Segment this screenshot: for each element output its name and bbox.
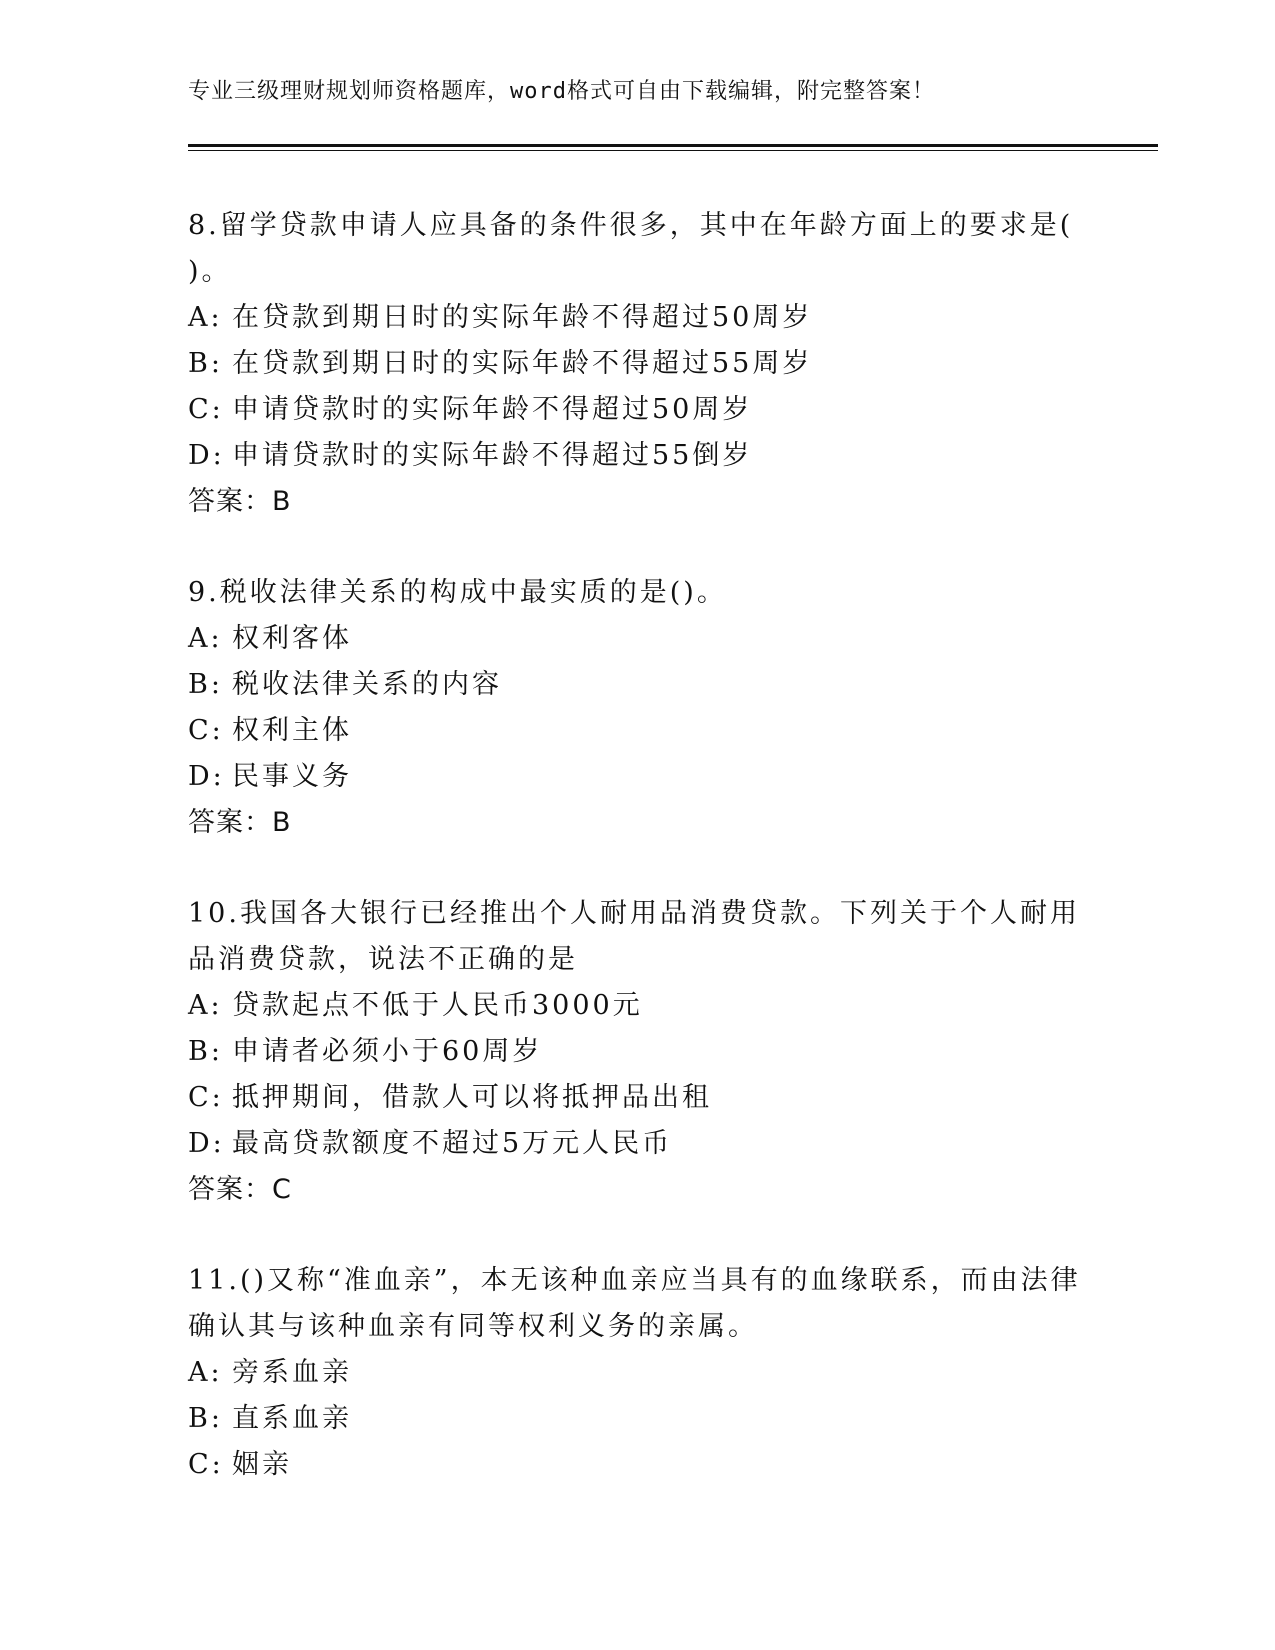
- option-text: 权利主体: [232, 715, 352, 746]
- option-letter: C:: [188, 394, 224, 425]
- question-8: [188, 203, 1088, 525]
- option-letter: C:: [188, 715, 224, 746]
- option-d: [188, 433, 1088, 479]
- option-letter: D:: [188, 440, 225, 471]
- option-c: [188, 708, 1088, 754]
- option-letter: B:: [188, 669, 223, 700]
- option-letter: A:: [188, 1357, 223, 1388]
- question-list: [188, 203, 1088, 1488]
- option-c: [188, 387, 1088, 433]
- option-text: 申请贷款时的实际年龄不得超过55倒岁: [232, 440, 753, 471]
- option-text: 最高贷款额度不超过5万元人民币: [232, 1128, 673, 1159]
- option-text: 旁系血亲: [232, 1357, 352, 1388]
- header-rule-thick: [188, 144, 1158, 147]
- header-rule-thin: [188, 150, 1158, 151]
- question-stem: 11.()又称“准血亲”，本无该种血亲应当具有的血缘联系，而由法律确认其与该种血亲有同等权利义务的亲属。: [188, 1265, 1081, 1342]
- option-c: [188, 1442, 1088, 1488]
- option-a: [188, 295, 1088, 341]
- option-c: [188, 1075, 1088, 1121]
- option-letter: A:: [188, 302, 223, 333]
- answer-label: 答案：B: [188, 486, 292, 517]
- option-text: 直系血亲: [232, 1403, 352, 1434]
- option-letter: B:: [188, 1036, 223, 1067]
- option-text: 在贷款到期日时的实际年龄不得超过50周岁: [232, 302, 813, 333]
- option-text: 申请者必须小于60周岁: [232, 1036, 543, 1067]
- question-stem: 9.税收法律关系的构成中最实质的是()。: [188, 577, 727, 608]
- answer-label: 答案：B: [188, 807, 292, 838]
- option-b: [188, 1396, 1088, 1442]
- option-text: 在贷款到期日时的实际年龄不得超过55周岁: [232, 348, 813, 379]
- option-a: [188, 1350, 1088, 1396]
- option-letter: C:: [188, 1449, 224, 1480]
- option-d: [188, 754, 1088, 800]
- question-10: [188, 891, 1088, 1213]
- option-letter: D:: [188, 1128, 225, 1159]
- option-b: [188, 1029, 1088, 1075]
- option-letter: D:: [188, 761, 225, 792]
- question-9: [188, 570, 1088, 846]
- option-letter: B:: [188, 348, 223, 379]
- answer-label: 答案：C: [188, 1174, 292, 1205]
- option-letter: A:: [188, 990, 223, 1021]
- question-stem: 8.留学贷款申请人应具备的条件很多，其中在年龄方面上的要求是( )。: [188, 210, 1074, 287]
- option-text: 申请贷款时的实际年龄不得超过50周岁: [232, 394, 753, 425]
- option-letter: B:: [188, 1403, 223, 1434]
- option-b: [188, 341, 1088, 387]
- option-letter: A:: [188, 623, 223, 654]
- option-a: [188, 983, 1088, 1029]
- option-text: 税收法律关系的内容: [232, 669, 502, 700]
- question-stem: 10.我国各大银行已经推出个人耐用品消费贷款。下列关于个人耐用品消费贷款，说法不正确的是: [188, 898, 1080, 975]
- option-a: [188, 616, 1088, 662]
- option-text: 姻亲: [232, 1449, 292, 1480]
- page-header: 专业三级理财规划师资格题库，word格式可自由下载编辑，附完整答案！: [188, 79, 935, 104]
- option-text: 权利客体: [232, 623, 352, 654]
- option-text: 抵押期间，借款人可以将抵押品出租: [232, 1082, 712, 1113]
- option-text: 民事义务: [232, 761, 352, 792]
- option-letter: C:: [188, 1082, 224, 1113]
- option-d: [188, 1121, 1088, 1167]
- option-b: [188, 662, 1088, 708]
- question-11: [188, 1258, 1088, 1488]
- option-text: 贷款起点不低于人民币3000元: [232, 990, 643, 1021]
